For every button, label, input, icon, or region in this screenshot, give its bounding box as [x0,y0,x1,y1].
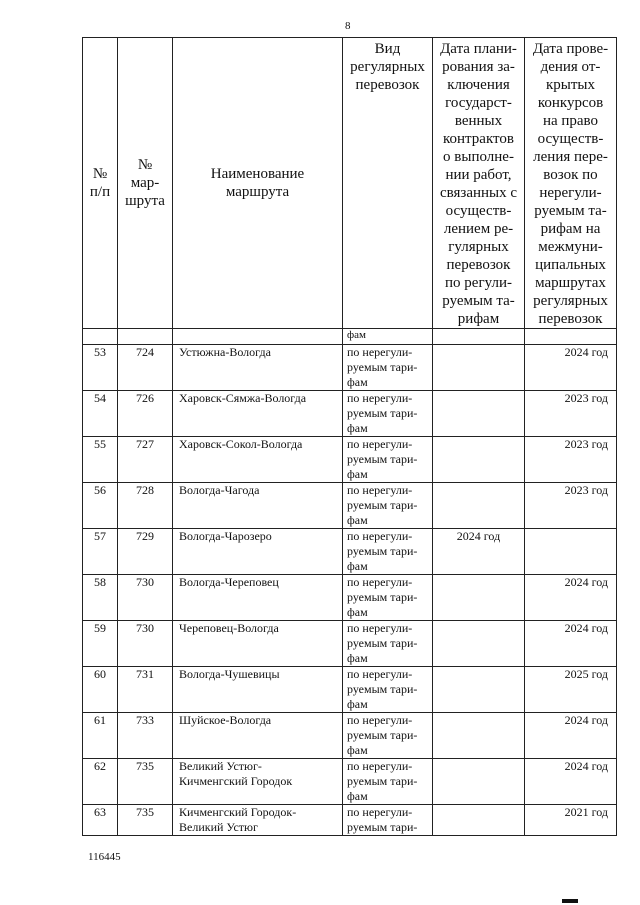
cell-row-number: 62 [83,759,118,805]
text-line: венных [454,113,503,129]
text-line: по нерегули- [347,713,413,727]
text-line: Харовск-Сямжа-Вологда [179,391,307,405]
cell-planning-date [433,391,525,437]
text-line: Кичменгский Городок [179,774,293,788]
text-line: перевозок [446,257,511,273]
text-line: Наименование [210,166,305,182]
text-line: руемым тари- [347,820,418,834]
text-line: руемым тари- [347,728,418,742]
cell-row-number: 53 [83,345,118,391]
text-line: регулярных [533,293,608,309]
cell-route-name [173,345,343,391]
text-line: регулярных [350,59,425,75]
cell-route-number: 726 [118,391,173,437]
header-contract-planning-date [433,38,525,329]
cell-empty [173,329,343,345]
cell-transport-kind [343,805,433,836]
text-line: по нерегули- [347,437,413,451]
cell-transport-kind [343,667,433,713]
table-row [83,391,617,437]
cell-planning-date [433,483,525,529]
text-line: осуществ- [445,203,512,219]
cell-contest-date: 2024 год [525,713,617,759]
cell-route-name [173,391,343,437]
text-line: руемым тари- [347,590,418,604]
text-line: Устюжна-Вологда [179,345,271,359]
text-line: № [92,166,108,182]
cell-route-name [173,805,343,836]
text-line: № [137,157,153,173]
text-line: рифам [457,311,500,327]
cell-route-name [173,713,343,759]
continuation-row [83,329,617,345]
text-line: руемым тари- [347,406,418,420]
text-line: руемым тари- [347,360,418,374]
text-line: Шуйское-Вологда [179,713,272,727]
text-line: ключения [447,77,510,93]
document-code: 116445 [88,851,121,863]
text-line: фам [347,559,368,573]
cell-route-number: 733 [118,713,173,759]
text-line: по нерегули- [347,575,413,589]
cell-row-number: 58 [83,575,118,621]
text-line: руемым тари- [347,498,418,512]
cell-transport-kind: фам [343,329,433,345]
cell-contest-date: 2025 год [525,667,617,713]
cell-contest-date: 2023 год [525,437,617,483]
text-line: по регули- [445,275,512,291]
text-line: фам [347,467,368,481]
text-line: Вологда-Чарозеро [179,529,272,543]
cell-row-number: 56 [83,483,118,529]
table-row [83,529,617,575]
text-line: руемым та- [442,293,515,309]
text-line: контрактов [443,131,514,147]
header-route-name [173,38,343,329]
table-row [83,345,617,391]
text-line: руемым тари- [347,682,418,696]
text-line: Вологда-Чагода [179,483,260,497]
cell-route-number: 730 [118,621,173,667]
cell-planning-date [433,667,525,713]
cell-row-number: 54 [83,391,118,437]
text-line: на право [542,113,599,129]
text-line: связанных с [439,185,518,201]
text-line: перевозок [538,311,603,327]
cell-route-number: 730 [118,575,173,621]
text-line: фам [347,605,368,619]
cell-route-name [173,575,343,621]
text-line: нии работ, [445,167,512,183]
cell-empty [525,329,617,345]
text-line: государст- [445,95,512,111]
text-line: о выполне- [443,149,514,165]
cell-contest-date: 2023 год [525,391,617,437]
cell-row-number: 63 [83,805,118,836]
text-line: по нерегули- [347,667,413,681]
text-line: фам [347,651,368,665]
cell-planning-date: 2024 год [433,529,525,575]
text-line: лением ре- [443,221,514,237]
text-line: гулярных [448,239,509,255]
cell-planning-date [433,805,525,836]
cell-transport-kind [343,713,433,759]
text-line: Вологда-Череповец [179,575,279,589]
cell-planning-date [433,437,525,483]
cell-transport-kind [343,529,433,575]
header-row [83,38,617,329]
table-row [83,759,617,805]
text-line: фам [347,743,368,757]
text-line: дения от- [540,59,601,75]
cell-transport-kind [343,759,433,805]
text-line: руемым тари- [347,452,418,466]
text-line: крытых [546,77,595,93]
text-line: фам [347,697,368,711]
cell-empty [433,329,525,345]
cell-empty [83,329,118,345]
cell-transport-kind [343,437,433,483]
cell-route-name [173,529,343,575]
text-line: маршрутах [535,275,606,291]
table-row [83,713,617,759]
table-row [83,805,617,836]
scan-mark [562,899,578,903]
text-line: руемым тари- [347,636,418,650]
text-line: возок по [543,167,598,183]
cell-route-name [173,667,343,713]
routes-table [82,37,617,836]
text-line: маршрута [225,184,290,200]
text-line: Великий Устюг [179,820,258,834]
text-line: руемым та- [534,203,607,219]
text-line: руемым тари- [347,544,418,558]
text-line: ципальных [535,257,606,273]
page-number: 8 [345,20,351,32]
text-line: по нерегули- [347,759,413,773]
cell-transport-kind [343,345,433,391]
text-line: конкурсов [537,95,604,111]
text-line: Харовск-Сокол-Вологда [179,437,303,451]
table-row [83,621,617,667]
text-line: по нерегули- [347,805,413,819]
text-line: перевозок [355,77,420,93]
cell-route-name [173,759,343,805]
cell-planning-date [433,345,525,391]
text-line: Великий Устюг- [179,759,262,773]
cell-planning-date [433,575,525,621]
cell-transport-kind [343,391,433,437]
text-line: по нерегули- [347,345,413,359]
text-line: фам [347,375,368,389]
cell-route-name [173,483,343,529]
text-line: осуществ- [537,131,604,147]
cell-route-number: 728 [118,483,173,529]
header-route-no [118,38,173,329]
header-transport-kind [343,38,433,329]
cell-row-number: 57 [83,529,118,575]
cell-planning-date [433,759,525,805]
text-line: Череповец-Вологда [179,621,279,635]
cell-contest-date: 2024 год [525,575,617,621]
cell-route-number: 729 [118,529,173,575]
text-line: по нерегули- [347,621,413,635]
header-contest-date [525,38,617,329]
text-line: Дата прове- [532,41,609,57]
table-row [83,575,617,621]
cell-planning-date [433,621,525,667]
text-line: рифам на [540,221,601,237]
cell-contest-date: 2024 год [525,345,617,391]
text-line: руемым тари- [347,774,418,788]
text-line: фам [347,513,368,527]
cell-row-number: 55 [83,437,118,483]
cell-row-number: 61 [83,713,118,759]
table-row [83,667,617,713]
text-line: по нерегули- [347,483,413,497]
text-line: рования за- [442,59,515,75]
cell-contest-date: 2021 год [525,805,617,836]
cell-row-number: 60 [83,667,118,713]
cell-route-number: 731 [118,667,173,713]
text-line: фам [347,421,368,435]
cell-route-number: 724 [118,345,173,391]
cell-empty [118,329,173,345]
text-line: п/п [89,184,111,200]
cell-route-number: 735 [118,759,173,805]
text-line: шрута [125,193,165,209]
header-no [83,38,118,329]
cell-row-number: 59 [83,621,118,667]
text-line: Кичменгский Городок- [179,805,297,819]
text-line: Вологда-Чушевицы [179,667,280,681]
text-line: ления пере- [533,149,608,165]
text-line: нерегули- [539,185,602,201]
cell-route-name [173,437,343,483]
cell-contest-date: 2023 год [525,483,617,529]
cell-contest-date: 2024 год [525,621,617,667]
text-line: по нерегули- [347,529,413,543]
cell-transport-kind [343,575,433,621]
cell-contest-date [525,529,617,575]
table-row [83,437,617,483]
cell-route-number: 735 [118,805,173,836]
text-line: по нерегули- [347,391,413,405]
text-line: фам [347,789,368,803]
table-row [83,483,617,529]
cell-planning-date [433,713,525,759]
text-line: Вид [374,41,401,57]
cell-transport-kind [343,483,433,529]
cell-route-number: 727 [118,437,173,483]
cell-contest-date: 2024 год [525,759,617,805]
text-line: мар- [130,175,160,191]
text-line: Дата плани- [440,41,517,57]
cell-route-name [173,621,343,667]
text-line: межмуни- [538,239,603,255]
cell-transport-kind [343,621,433,667]
